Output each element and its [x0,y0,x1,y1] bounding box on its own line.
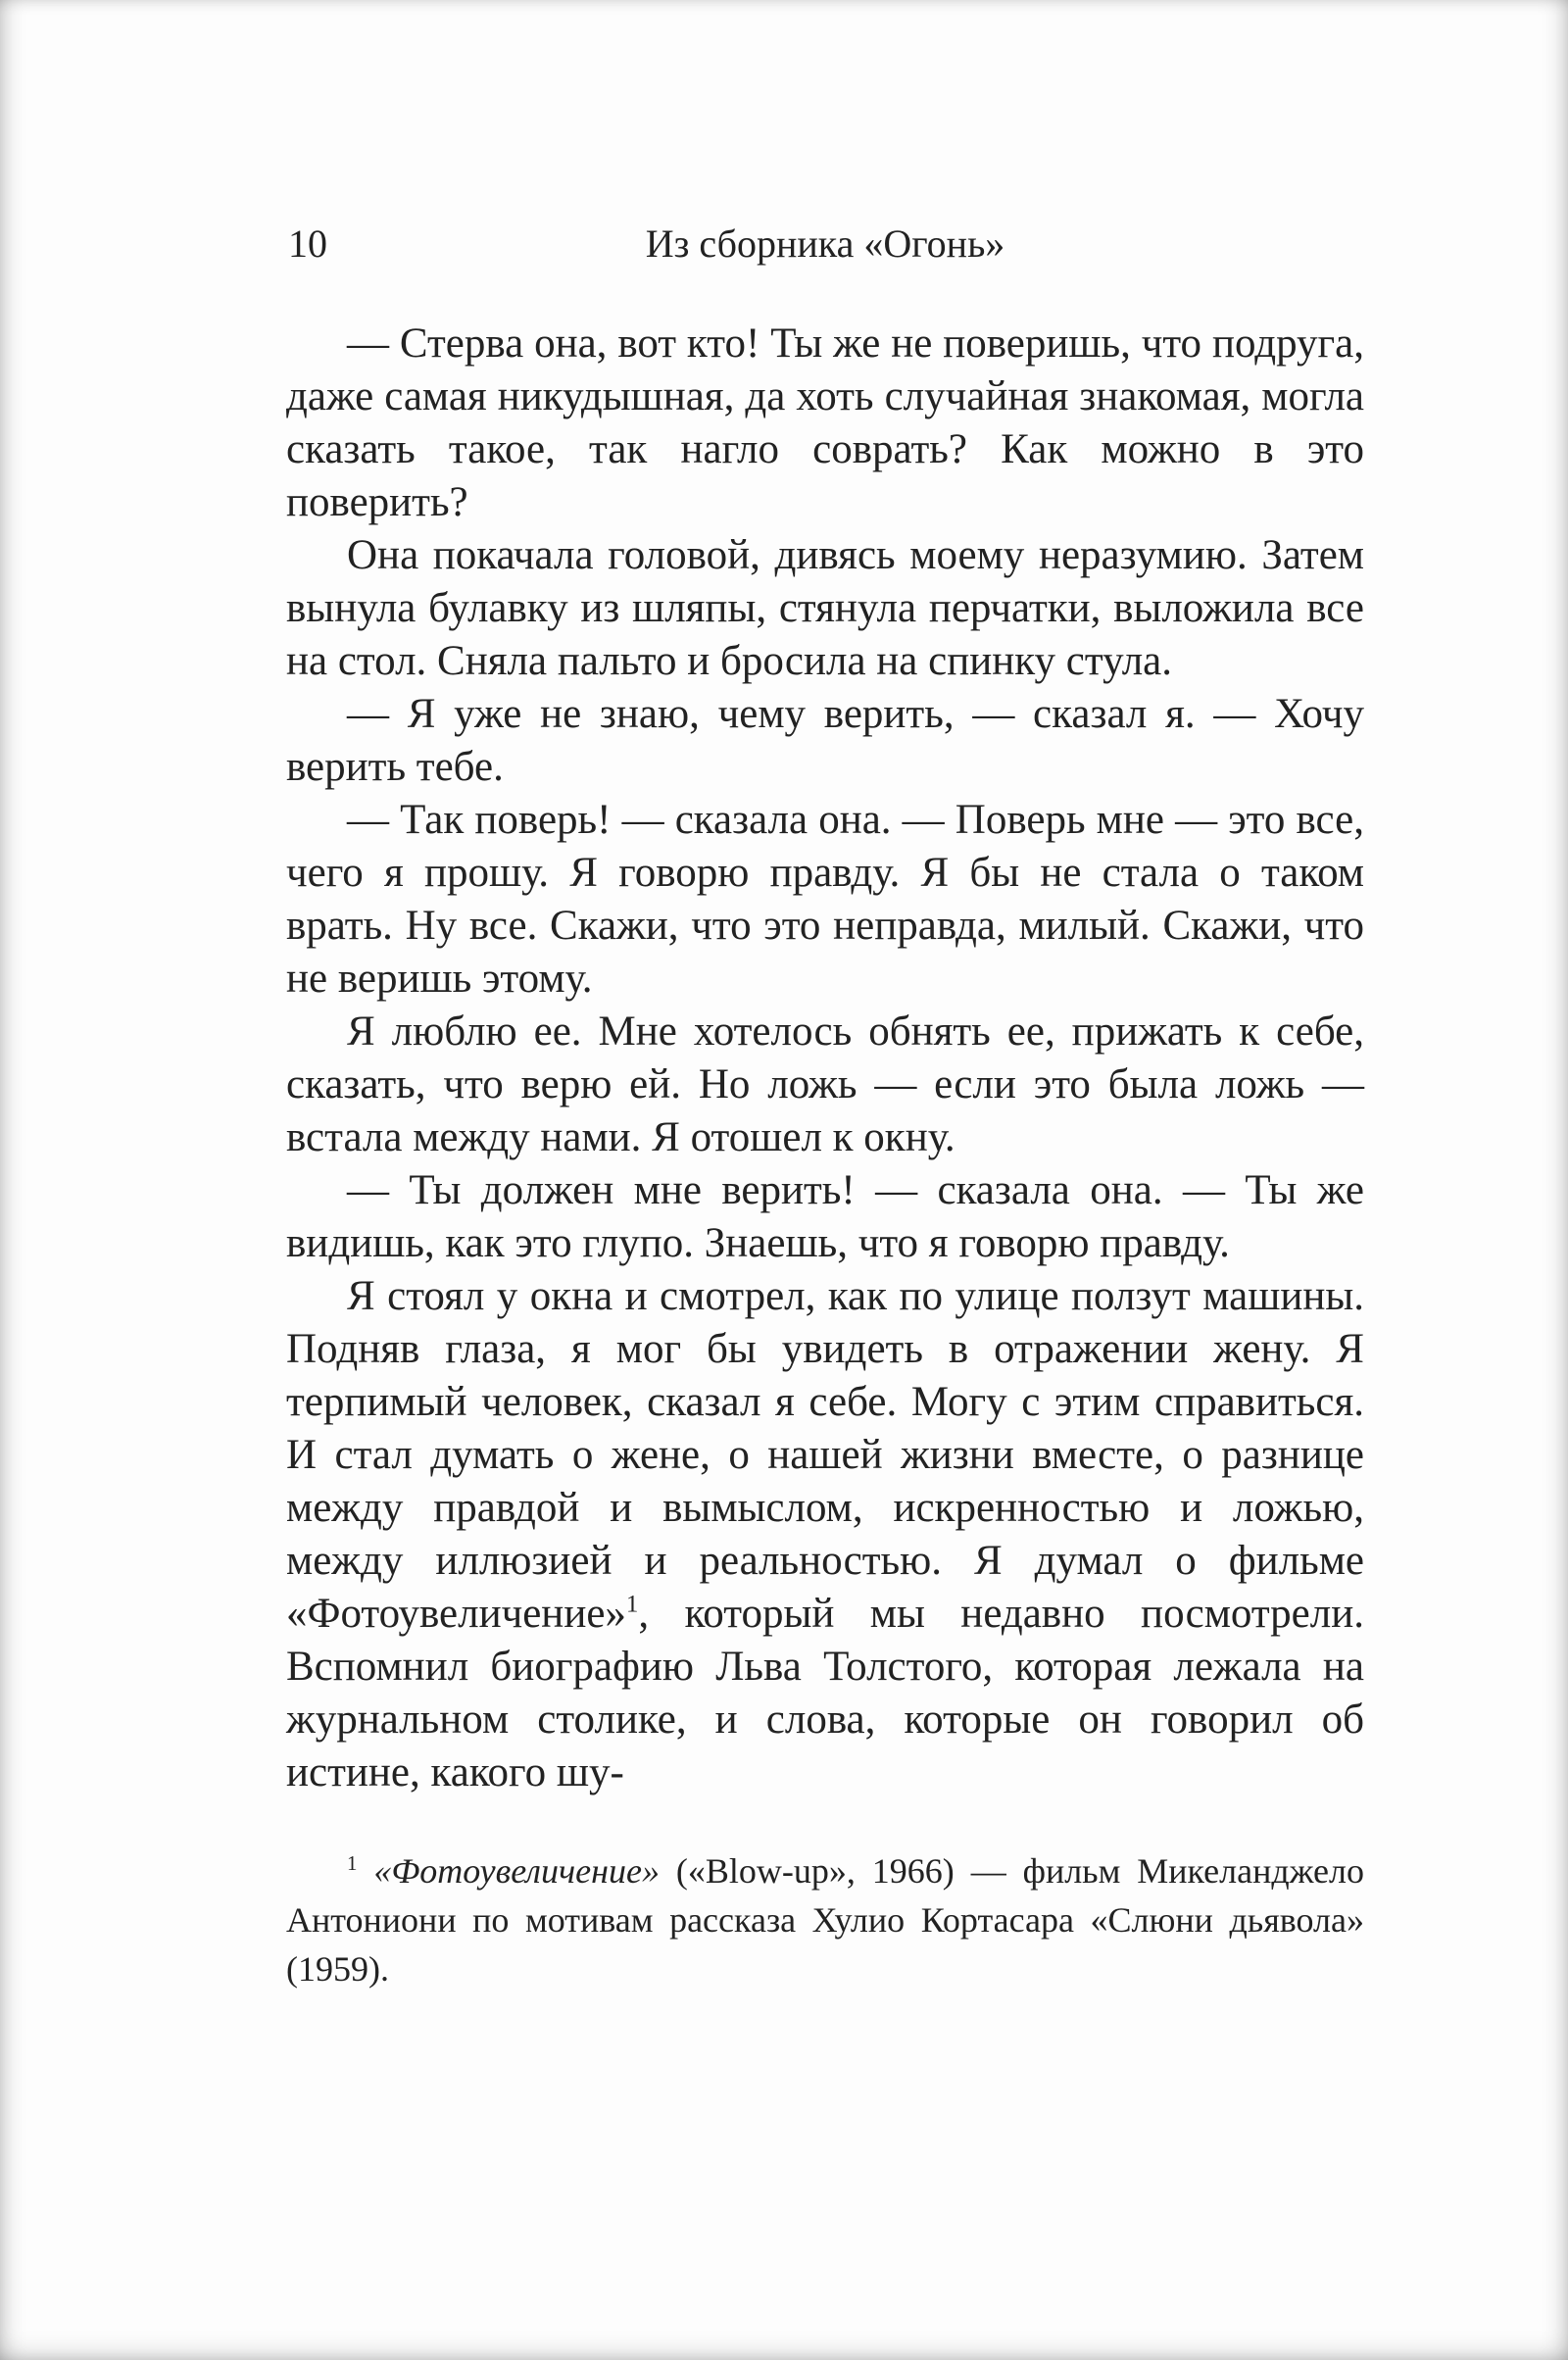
page-number: 10 [288,221,327,266]
text-run [357,1851,373,1891]
text-run: Я стоял у окна и смотрел, как по улице ползут машины. Подняв глаза, я мог бы увидеть в отражении жену. Я терпимый человек, сказал я себе. Могу с этим справиться. И стал думать о жене, о нашей жизни вместе, о разнице между правдой и вымыслом, искренностью и ложью, между иллюзией и реальностью. Я думал о фильме «Фотоувеличение» [286,1273,1364,1637]
text-run: Я люблю ее. Мне хотелось обнять ее, прижать к себе, сказать, что верю ей. Но ложь — если это была ложь — встала между нами. Я отошел к окну. [286,1008,1364,1160]
text-run: — Ты должен мне верить! — сказала она. — Ты же видишь, как это глупо. Знаешь, что я говорю правду. [286,1167,1364,1266]
footnote-marker: 1 [625,1591,639,1618]
text-run: Она покачала головой, дивясь моему неразумию. Затем вынула булавку из шляпы, стянула перчатки, выложила все на стол. Сняла пальто и бросила на спинку стула. [286,532,1364,684]
italic-text: «Фотоувеличение» [373,1851,660,1891]
text-run: , который мы недавно посмотрели. Вспомнил биографию Льва Толстого, которая лежала на журнальном столике, и слова, которые он говорил об истине, какого шу- [286,1591,1364,1795]
paragraph [286,794,1364,1006]
paragraph [286,529,1364,688]
text-run: — Так поверь! — сказала она. — Поверь мне — это все, чего я прошу. Я говорю правду. Я бы не стала о таком врать. Ну все. Скажи, что это неправда, милый. Скажи, что не веришь этому. [286,797,1364,1002]
footnote-marker: 1 [347,1851,358,1875]
text-run: — Я уже не знаю, чему верить, — сказал я. — Хочу верить тебе. [286,691,1364,790]
paragraph [286,688,1364,794]
paragraph [286,318,1364,529]
page-header [286,218,1364,270]
page-content [286,218,1364,1993]
body-text [286,318,1364,1799]
footnote [286,1846,1364,1993]
running-head: Из сборника «Огонь» [645,221,1005,266]
text-run: — Стерва она, вот кто! Ты же не поверишь, что подруга, даже самая никудышная, да хоть случайная знакомая, могла сказать такое, так нагло соврать? Как можно в это поверить? [286,320,1364,525]
paragraph [286,1006,1364,1164]
text-run: («Blow-up», 1966) — фильм Микеланджело Антониони по мотивам рассказа Хулио Кортасара «Слюни дьявола» (1959). [286,1851,1364,1989]
paragraph [286,1270,1364,1799]
paragraph [286,1164,1364,1270]
